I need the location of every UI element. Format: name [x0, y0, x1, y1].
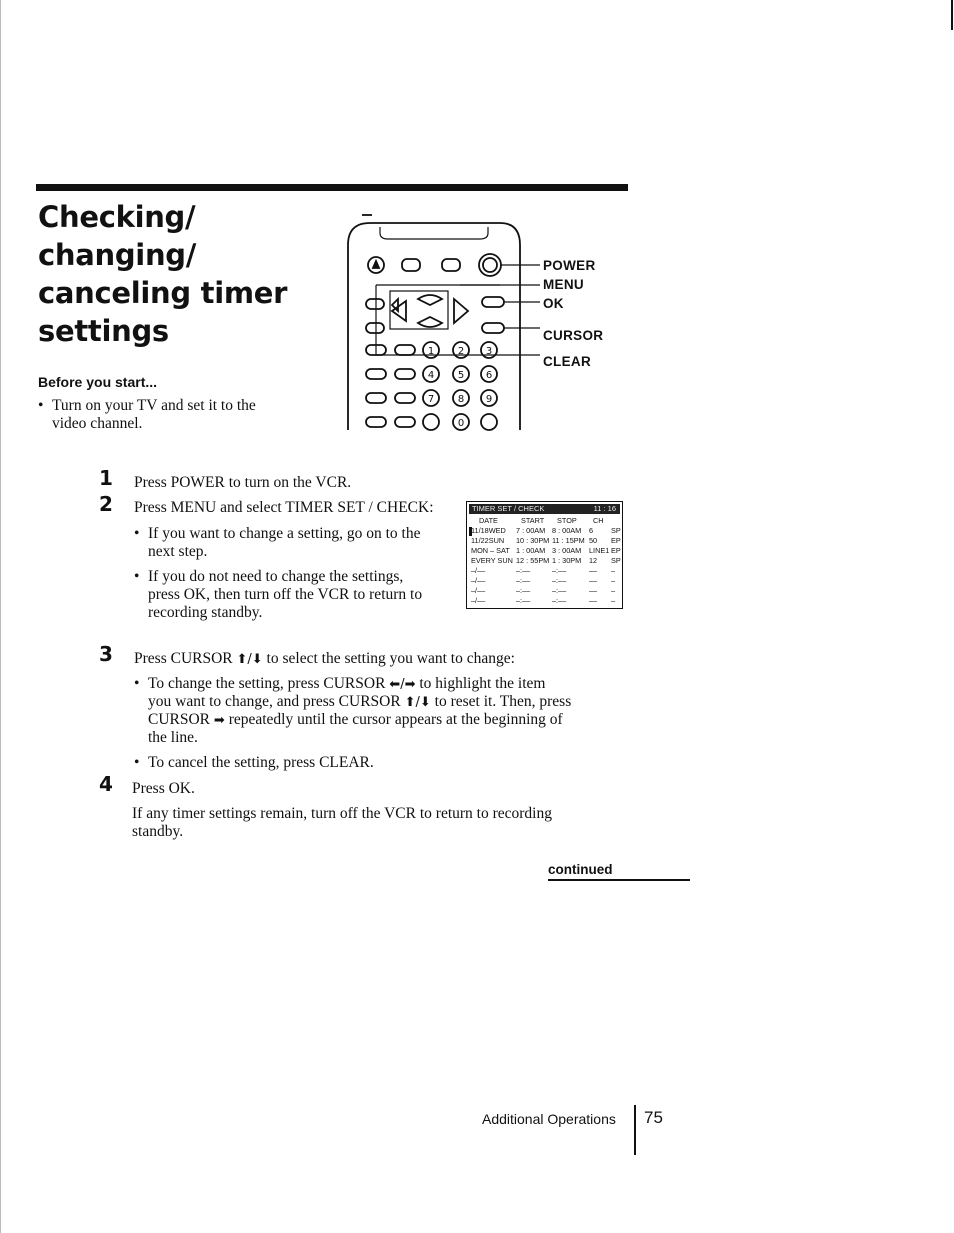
remote-key-label: 7 — [427, 394, 435, 405]
bullet-text: To change the setting, press CURSOR — [148, 675, 386, 692]
page-title — [38, 198, 338, 350]
step-number: 3 — [99, 642, 113, 666]
scan-edge — [0, 0, 1, 1233]
osd-timer-row — [471, 556, 619, 565]
continued-label: continued — [548, 862, 613, 877]
bullet-line: If you do not need to change the settings, — [148, 568, 404, 585]
osd-cell: SP — [611, 526, 621, 535]
osd-timer-row — [471, 546, 619, 555]
cursor-up-down-icon: ⬆/⬇ — [404, 695, 431, 710]
cursor-right-icon: ➡ — [213, 713, 225, 728]
title-line: canceling timer — [38, 276, 288, 310]
osd-cell: –– — [589, 566, 598, 575]
bullet-line — [148, 675, 546, 694]
bullet-line: To cancel the setting, press CLEAR. — [148, 754, 374, 771]
timer-set-check-screen — [466, 501, 623, 609]
osd-cell: – — [611, 566, 616, 575]
osd-cell: –:–– — [552, 566, 567, 575]
remote-key-label: 2 — [457, 346, 465, 357]
osd-cell: – — [611, 576, 616, 585]
bullet-text: CURSOR — [148, 711, 211, 728]
continued-rule — [548, 879, 690, 881]
osd-timer-row — [471, 526, 619, 535]
remote-key-label: 8 — [457, 394, 465, 405]
osd-cell: –– — [589, 596, 598, 605]
before-heading: Before you start... — [38, 374, 158, 390]
remote-control-illustration — [340, 205, 540, 435]
osd-cell: LINE1 — [589, 546, 610, 555]
header-rule — [36, 184, 628, 191]
step2-bullet — [134, 568, 459, 626]
label-clear: CLEAR — [543, 354, 591, 369]
step3-bullet — [134, 675, 624, 751]
bullet-text: you want to change, and press CURSOR — [148, 693, 401, 710]
osd-cell: –/–– — [471, 596, 486, 605]
osd-cell: MON – SAT — [471, 546, 510, 555]
remote-key-label: 1 — [427, 346, 435, 357]
footer-section: Additional Operations — [482, 1111, 616, 1127]
bullet-dot: • — [134, 754, 140, 771]
osd-cell: –– — [589, 586, 598, 595]
scan-edge-right — [951, 0, 953, 30]
osd-cell: 7 : 00AM — [516, 526, 546, 535]
step-number: 1 — [99, 466, 113, 490]
osd-cell: 11/22SUN — [471, 536, 505, 545]
bullet-dot: • — [38, 397, 44, 414]
osd-cell: 11/18WED — [471, 526, 506, 535]
osd-cell: 10 : 30PM — [516, 536, 550, 545]
osd-cell: SP — [611, 556, 621, 565]
osd-cell: 1 : 00AM — [516, 546, 546, 555]
closing-line: If any timer settings remain, turn off the VCR to return to recording — [132, 805, 552, 822]
osd-cell: 50 — [589, 536, 598, 545]
cursor-left-right-icon: ⬅/➡ — [389, 677, 416, 692]
bullet-dot: • — [134, 525, 140, 542]
osd-column-headers — [471, 516, 619, 525]
osd-cell: –:–– — [552, 576, 567, 585]
osd-cell: –:–– — [552, 596, 567, 605]
osd-cell: –:–– — [552, 586, 567, 595]
step2-bullet — [134, 525, 459, 565]
osd-cell: 8 : 00AM — [552, 526, 582, 535]
osd-cell: –:–– — [516, 586, 531, 595]
remote-key-label: 3 — [485, 346, 493, 357]
bullet-line — [148, 693, 571, 712]
bullet-line: press OK, then turn off the VCR to return to — [148, 586, 423, 603]
osd-cell: –– — [589, 576, 598, 585]
osd-cell: 12 — [589, 556, 598, 565]
osd-col-stop: STOP — [557, 516, 577, 525]
osd-timer-row — [471, 596, 619, 605]
label-ok: OK — [543, 296, 564, 311]
step-text: Press MENU and select TIMER SET / CHECK: — [134, 499, 434, 516]
osd-cell: –/–– — [471, 576, 486, 585]
step-text — [134, 650, 515, 669]
title-line: changing/ — [38, 238, 197, 272]
osd-cell: –:–– — [516, 596, 531, 605]
osd-cell: 1 : 30PM — [552, 556, 582, 565]
closing-paragraph — [132, 805, 632, 841]
bullet-dot: • — [134, 568, 140, 585]
osd-col-start: START — [521, 516, 545, 525]
bullet-line: recording standby. — [148, 604, 263, 621]
before-line: Turn on your TV and set it to the — [52, 397, 256, 414]
osd-cell: EP — [611, 546, 621, 555]
osd-cell: 3 : 00AM — [552, 546, 582, 555]
osd-cell: 11 : 15PM — [552, 536, 585, 545]
step3-bullet — [134, 754, 534, 774]
osd-timer-row — [471, 566, 619, 575]
osd-cell: –:–– — [516, 576, 531, 585]
osd-cell: EVERY SUN — [471, 556, 513, 565]
bullet-line: If you want to change a setting, go on to the — [148, 525, 421, 542]
remote-key-label: 4 — [427, 370, 435, 381]
osd-timer-row — [471, 536, 619, 545]
before-bullet — [38, 397, 328, 437]
before-line: video channel. — [52, 415, 143, 432]
remote-key-label: 0 — [457, 418, 465, 429]
bullet-text: repeatedly until the cursor appears at the beginning of — [228, 711, 563, 728]
label-cursor: CURSOR — [543, 328, 604, 343]
osd-timer-row — [471, 576, 619, 585]
bullet-line: next step. — [148, 543, 208, 560]
step-number: 2 — [99, 492, 113, 516]
page-number: 75 — [644, 1108, 663, 1127]
closing-line: standby. — [132, 823, 184, 840]
osd-cell: EP — [611, 536, 621, 545]
title-line: Checking/ — [38, 200, 196, 234]
osd-cell: –/–– — [471, 566, 486, 575]
bullet-dot: • — [134, 675, 140, 692]
osd-cell: 6 — [589, 526, 594, 535]
step-text-part: Press CURSOR — [134, 650, 233, 667]
step-text: Press POWER to turn on the VCR. — [134, 474, 352, 491]
osd-cell: 12 : 55PM — [516, 556, 550, 565]
title-line: settings — [38, 314, 169, 348]
bullet-line — [148, 711, 563, 730]
cursor-up-down-icon: ⬆/⬇ — [236, 652, 263, 667]
osd-cell: –:–– — [516, 566, 531, 575]
osd-timer-row — [471, 586, 619, 595]
osd-col-ch: CH — [593, 516, 604, 525]
bullet-line: the line. — [148, 729, 198, 746]
osd-col-date: DATE — [479, 516, 498, 525]
remote-key-label: 5 — [457, 370, 465, 381]
osd-title: TIMER SET / CHECK — [472, 504, 545, 513]
osd-cell: – — [611, 596, 616, 605]
remote-key-label: 9 — [485, 394, 493, 405]
remote-key-label: 6 — [485, 370, 493, 381]
step-number: 4 — [99, 772, 113, 796]
bullet-text: to highlight the item — [419, 675, 546, 692]
osd-cell: – — [611, 586, 616, 595]
osd-time: 11 : 16 — [593, 504, 616, 513]
step-text: Press OK. — [132, 780, 195, 797]
osd-cell: –/–– — [471, 586, 486, 595]
label-menu: MENU — [543, 277, 584, 292]
footer-divider — [634, 1105, 636, 1155]
bullet-text: to reset it. Then, press — [434, 693, 572, 710]
label-power: POWER — [543, 258, 596, 273]
step-text-part: to select the setting you want to change: — [266, 650, 515, 667]
osd-header — [469, 504, 620, 514]
